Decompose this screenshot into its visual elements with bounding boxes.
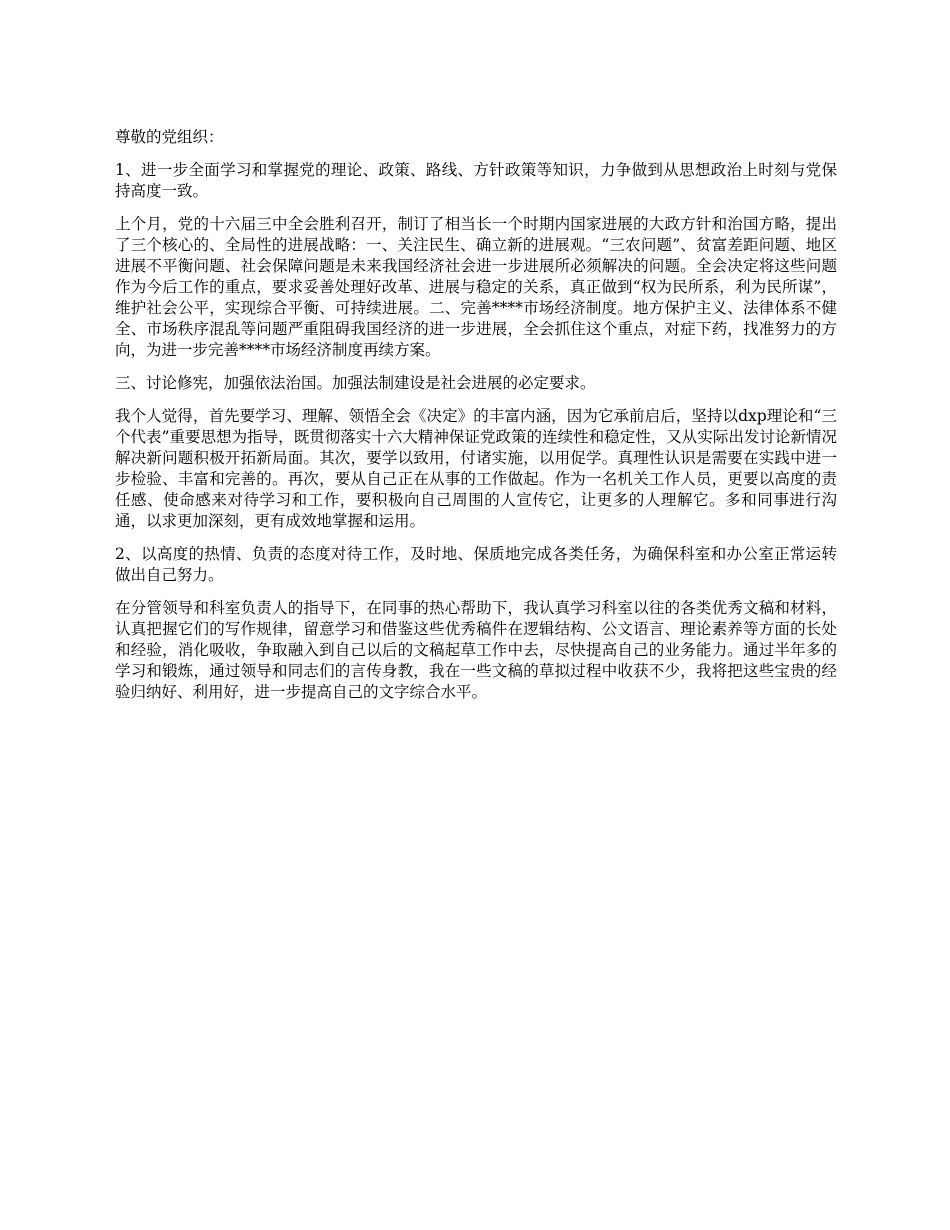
paragraph-4: 我个人觉得，首先要学习、理解、领悟全会《决定》的丰富内涵，因为它承前启后，坚持以dxp理论和“三个代表”重要思想为指导，既贯彻落实十六大精神保证党政策的连续性和稳定性，又从实际出发讨论新情况解决新问题积极开拓新局面。其次，要学以致用，付诸实施，以用促学。真理性认识是需要在实践中进一步检验、丰富和完善的。再次，要从自己正在从事的工作做起。作为一名机关工作人员，更要以高度的责任感、使命感来对待学习和工作，要积极向自己周围的人宣传它，让更多的人理解它。多和同事进行沟通，以求更加深刻，更有成效地掌握和运用。	[115, 407, 837, 530]
paragraph-1: 1、进一步全面学习和掌握党的理论、政策、路线、方针政策等知识，力争做到从思想政治上时刻与党保持高度一致。	[115, 161, 837, 200]
paragraph-2: 上个月，党的十六届三中全会胜利召开，制订了相当长一个时期内国家进展的大政方针和治国方略，提出了三个核心的、全局性的进展战略：一、关注民生、确立新的进展观。“三农问题”、贫富差距问题、地区进展不平衡问题、社会保障问题是未来我国经济社会进一步进展所必须解决的问题。全会决定将这些问题作为今后工作的重点，要求妥善处理好改革、进展与稳定的关系，真正做到“权为民所系，利为民所谋”，维护社会公平，实现综合平衡、可持续进展。二、完善****市场经济制度。地方保护主义、法律体系不健全、市场秩序混乱等问题严重阻碍我国经济的进一步进展，全会抓住这个重点，对症下药，找准努力的方向，为进一步完善****市场经济制度再续方案。	[115, 215, 837, 359]
paragraph-6: 在分管领导和科室负责人的指导下，在同事的热心帮助下，我认真学习科室以往的各类优秀文稿和材料，认真把握它们的写作规律，留意学习和借鉴这些优秀稿件在逻辑结构、公文语言、理论素养等方面的长处和经验，消化吸收，争取融入到自己以后的文稿起草工作中去，尽快提高自己的业务能力。通过半年多的学习和锻炼，通过领导和同志们的言传身教，我在一些文稿的草拟过程中收获不少，我将把这些宝贵的经验归纳好、利用好，进一步提高自己的文字综合水平。	[115, 599, 837, 701]
document-body	[115, 127, 837, 715]
salutation: 尊敬的党组织：	[115, 128, 224, 146]
paragraph-3: 三、讨论修宪，加强依法治国。加强法制建设是社会进展的必定要求。	[115, 374, 596, 392]
paragraph-5: 2、以高度的热情、负责的态度对待工作，及时地、保质地完成各类任务，为确保科室和办公室正常运转做出自己努力。	[115, 545, 837, 584]
